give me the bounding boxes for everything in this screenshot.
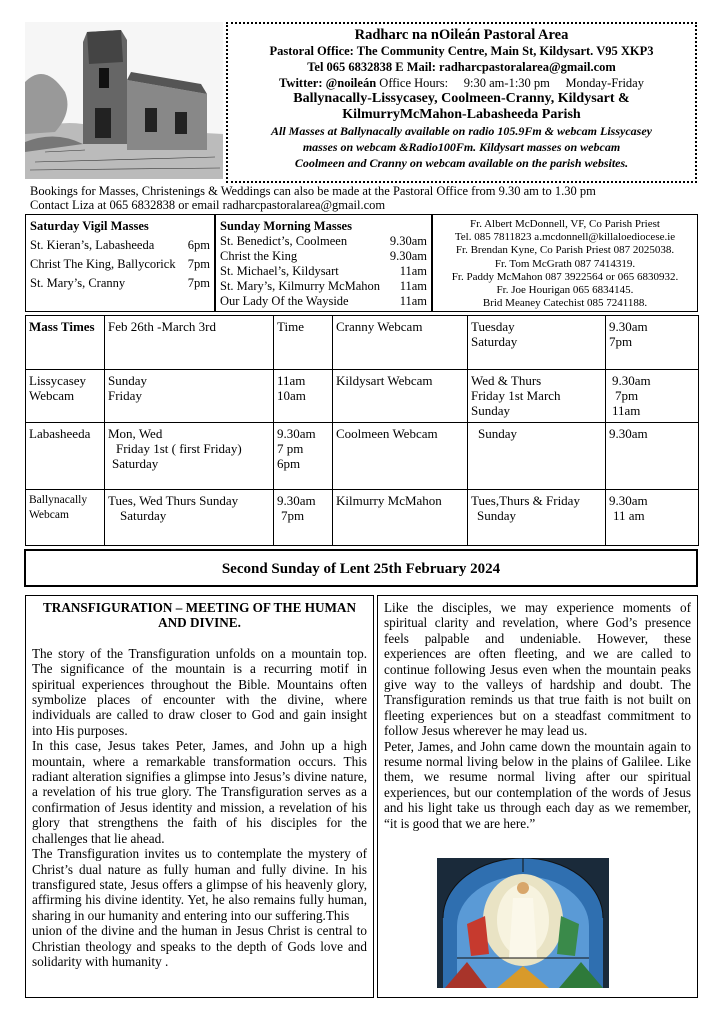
church-ruin-illustration (25, 22, 223, 179)
mass-times: 9.30am 11 am (606, 490, 699, 546)
table-row (26, 490, 699, 546)
mass-times: 9.30am 7pm (606, 316, 699, 370)
mass-times: 9.30am 7pm (274, 490, 333, 546)
transfiguration-stained-glass-image (437, 858, 609, 988)
article-paragraph: union of the divine and the human in Jesus Christ is central to Christian theology and speaks to the depth of Gods love and solidarity with humanity . (32, 923, 367, 969)
article-paragraph: The story of the Transfiguration unfolds on a mountain top. The significance of the mountain is a recurring motif in spiritual experiences throughout the Bible. Mountains often symbolize places of encounter with the divine, where individuals are called to draw closer to God and gain insight into His purposes. (32, 645, 367, 738)
webcam-notice-line3: Coolmeen and Cranny on webcam available on the parish websites. (294, 156, 629, 170)
webcam-notice-line2: masses on webcam &Radio100Fm. Kildysart masses on webcam (302, 140, 621, 154)
mass-times: 9.30am 7pm 11am (606, 370, 699, 423)
article-title: TRANSFIGURATION – MEETING OF THE HUMAN AND DIVINE. (43, 600, 356, 631)
sunday-masses-title: Sunday Morning Masses (220, 219, 352, 233)
mass-days: Tues,Thurs & Friday Sunday (468, 490, 606, 546)
vigil-title: Saturday Vigil Masses (30, 219, 149, 233)
article-paragraph: In this case, Jesus takes Peter, James, and John up a high mountain, where a remarkable transformation occurs. This radiant alteration signifies a glimpse into Jesus’s divine nature, a revelation of his true glory. The Transfiguration serves as a confirmation of Jesus identity and mission, a revelation of his glory that strengthens the faith of his disciples for the challenges that lie ahead. (32, 738, 367, 846)
pastoral-area-title: Radharc na nOileán Pastoral Area (354, 27, 569, 43)
office-address: Pastoral Office: The Community Centre, Main St, Kildysart. V95 XKP3 (269, 44, 654, 58)
church-name: Labasheeda (26, 423, 105, 490)
church-name: Ballynacally Webcam (26, 490, 105, 546)
time-header: Time (274, 316, 333, 370)
article-paragraph: Like the disciples, we may experience moments of spiritual clarity and revelation, where God’s presence feels palpable and undeniable. However, these experiences are often fleeting, and we are called to continue following Jesus even when the mountain peaks give way to the valleys of hardship and doubt. The Transfiguration reminds us that true faith is not built on fleeting experiences but on a steadfast commitment to follow Jesus wherever he may lead us. (384, 600, 691, 739)
date-range: Feb 26th -March 3rd (105, 316, 274, 370)
mass-days: Tuesday Saturday (468, 316, 606, 370)
church-name: Lissycasey Webcam (26, 370, 105, 423)
mass-days: Sunday (468, 423, 606, 490)
parish-names-line1: Ballynacally-Lissycasey, Coolmeen-Cranny, Kildysart & (293, 91, 630, 106)
mass-days: Sunday Friday (105, 370, 274, 423)
webcam-notice-line1: All Masses at Ballynacally available on radio 105.9Fm & webcam Lissycasey (271, 124, 652, 138)
liturgical-sunday-title: Second Sunday of Lent 25th February 2024 (24, 549, 698, 587)
table-row (26, 423, 699, 490)
clergy-contacts-box: Fr. Albert McDonnell, VF, Co Parish Priest Tel. 085 7811823 a.mcdonnell@killaloediocese.ie Fr. Brendan Kyne, Co Parish Priest 087 2025038. Fr. Tom McGrath 087 7414319. Fr. Paddy McMahon 087 3922564 or 065 6830932. Fr. Joe Hourigan 065 6834145. Brid Meaney Catechist 085 7241188. (432, 214, 698, 312)
contact-tel-email: Tel 065 6832838 E Mail: radharcpastoralarea@gmail.com (307, 60, 616, 74)
table-row (26, 316, 699, 370)
mass-times: 9.30am (606, 423, 699, 490)
mass-times-label: Mass Times (26, 316, 105, 370)
article-paragraph: The Transfiguration invites us to contemplate the mystery of Christ’s dual nature as fully human and fully divine. In his transfigured state, Jesus offers a glimpse of his heavenly glory, affirming his divine identity. Yet, he also remains fully human, sharing in our humanity and entering into our suffering.This (32, 846, 367, 923)
church-name: Coolmeen Webcam (333, 423, 468, 490)
parish-names-line2: KilmurryMcMahon-Labasheeda Parish (342, 107, 581, 122)
church-name: Kilmurry McMahon (333, 490, 468, 546)
bookings-notice: Bookings for Masses, Christenings & Weddings can also be made at the Pastoral Office from 9.30 am to 1.30 pm Contact Liza at 065 6832838 or email radharcpastoralarea@gmail.com (30, 184, 596, 212)
church-name: Kildysart Webcam (333, 370, 468, 423)
mass-times-table (25, 315, 699, 546)
article-left-column (25, 595, 374, 998)
mass-days: Wed & Thurs Friday 1st March Sunday (468, 370, 606, 423)
mass-times: 11am 10am (274, 370, 333, 423)
article-paragraph: Peter, James, and John came down the mountain again to resume normal living below in the plains of Galilee. Like them, we resume normal living after our spiritual experiences, but our contemplation of the words of Jesus and his light take us through each day as we remember, “it is good that we are here.” (384, 738, 691, 831)
pastoral-area-header (226, 22, 697, 183)
mass-days: Mon, Wed Friday 1st ( first Friday) Saturday (105, 423, 274, 490)
saturday-vigil-box: Saturday Vigil Masses St. Kieran’s, Labasheeda 6pm Christ The King, Ballycorick 7pm St. Mary’s, Cranny 7pm (25, 214, 215, 312)
sunday-morning-masses-box: Sunday Morning Masses St. Benedict’s, Coolmeen 9.30am Christ the King 9.30am St. Michael’s, Kildysart 11am St. Mary’s, Kilmurry McMahon 11am Our Lady Of the Wayside 11am (215, 214, 432, 312)
twitter-office-hours: Twitter: @noileán Office Hours: 9:30 am-1:30 pm Monday-Friday (279, 76, 644, 90)
church-name: Cranny Webcam (333, 316, 468, 370)
mass-days: Tues, Wed Thurs Sunday Saturday (105, 490, 274, 546)
table-row (26, 370, 699, 423)
mass-times: 9.30am 7 pm 6pm (274, 423, 333, 490)
